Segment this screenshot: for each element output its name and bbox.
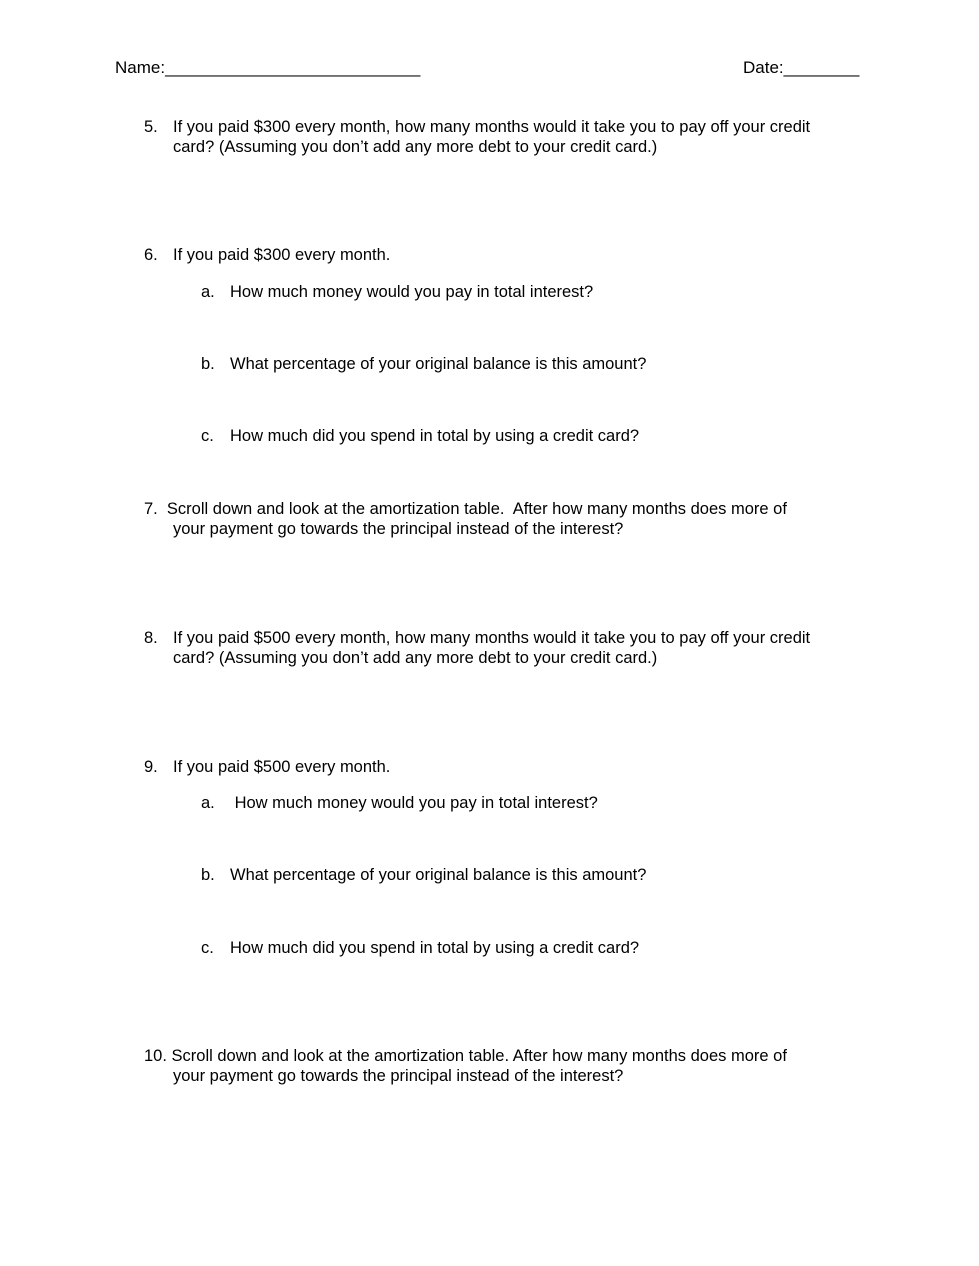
- sub-question-text: How much money would you pay in total interest?: [230, 283, 594, 301]
- question-text-line: If you paid $300 every month.: [173, 246, 391, 264]
- sub-question-letter: a.: [201, 283, 215, 301]
- sub-question-text: How much did you spend in total by using a credit card?: [230, 427, 640, 445]
- date-field-label: Date:________: [743, 58, 860, 77]
- question-text-line: card? (Assuming you don’t add any more debt to your credit card.): [173, 138, 658, 156]
- sub-question-text: What percentage of your original balance is this amount?: [230, 866, 647, 884]
- question-text-line: If you paid $300 every month, how many months would it take you to pay off your credit: [173, 118, 811, 136]
- question-text-line: card? (Assuming you don’t add any more debt to your credit card.): [173, 649, 658, 667]
- question-text-line: your payment go towards the principal instead of the interest?: [173, 520, 624, 538]
- question-text-line: If you paid $500 every month, how many months would it take you to pay off your credit: [173, 629, 811, 647]
- question-number: 8.: [144, 629, 158, 647]
- question-number: 6.: [144, 246, 158, 264]
- sub-question-letter: c.: [201, 939, 214, 957]
- question-text-line: 10. Scroll down and look at the amortization table. After how many months does more of: [144, 1047, 787, 1065]
- sub-question-letter: b.: [201, 355, 215, 373]
- question-text-line: If you paid $500 every month.: [173, 758, 391, 776]
- sub-question-letter: c.: [201, 427, 214, 445]
- question-text-line: your payment go towards the principal instead of the interest?: [173, 1067, 624, 1085]
- sub-question-letter: a.: [201, 794, 215, 812]
- question-number: 9.: [144, 758, 158, 776]
- sub-question-text: How much money would you pay in total interest?: [230, 794, 598, 812]
- question-number: 5.: [144, 118, 158, 136]
- sub-question-letter: b.: [201, 866, 215, 884]
- question-text-line: 7. Scroll down and look at the amortization table. After how many months does more of: [144, 500, 787, 518]
- name-field-label: Name:___________________________: [115, 58, 421, 77]
- sub-question-text: How much did you spend in total by using a credit card?: [230, 939, 640, 957]
- sub-question-text: What percentage of your original balance is this amount?: [230, 355, 647, 373]
